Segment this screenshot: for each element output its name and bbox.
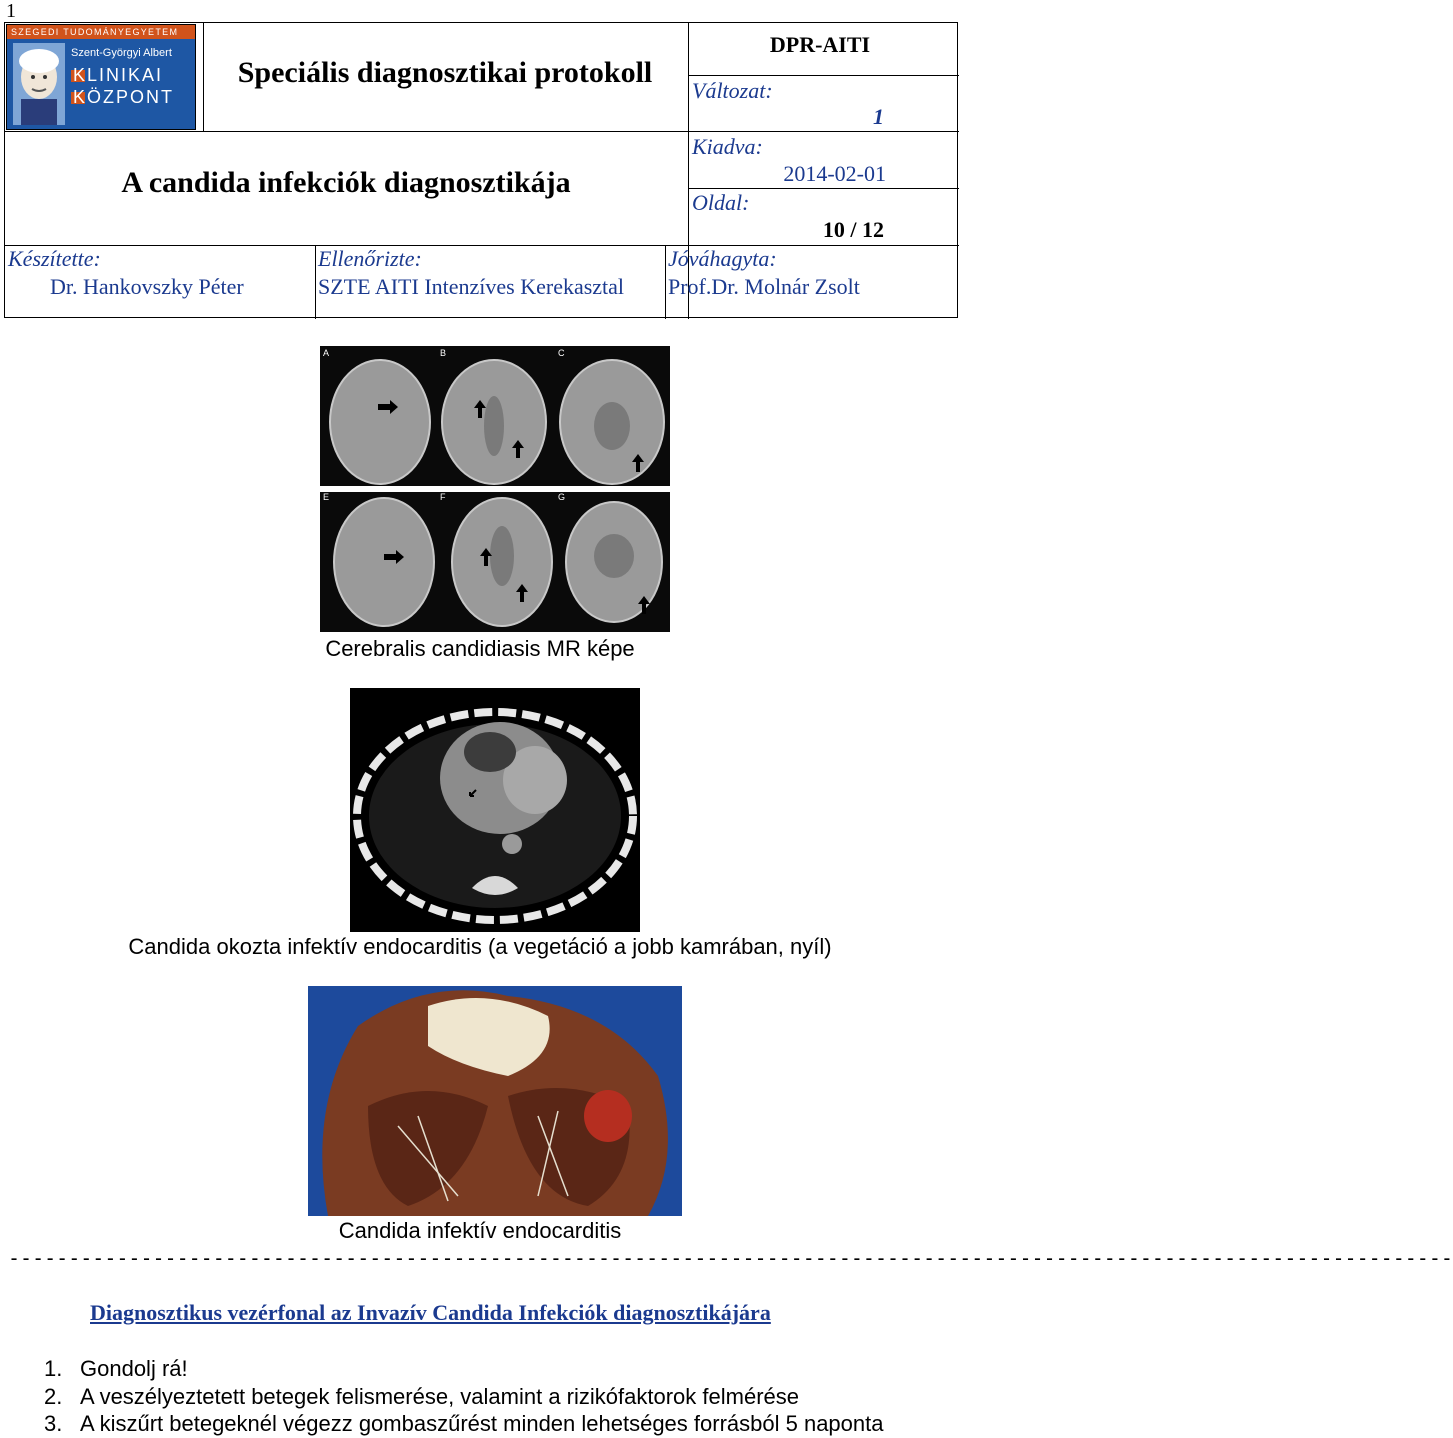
mri-panel-label: G bbox=[558, 492, 566, 502]
pathology-figure bbox=[308, 986, 682, 1216]
list-item bbox=[44, 1356, 188, 1382]
logo-university-name: SZEGEDI TUDOMÁNYEGYETEM bbox=[7, 25, 195, 39]
logo-sub-text: Szent-Györgyi Albert bbox=[71, 47, 172, 59]
separator-line: ------------------------------------------------------------------------------------------------------------------------ bbox=[8, 1246, 1453, 1270]
page-value: 10 / 12 bbox=[822, 217, 884, 242]
list-item-text: A kiszűrt betegeknél végezz gombaszűrést minden lehetséges forrásból 5 naponta bbox=[80, 1411, 884, 1436]
list-item bbox=[44, 1384, 799, 1410]
university-logo bbox=[6, 24, 196, 130]
prepared-label: Készítette: bbox=[8, 246, 101, 271]
pathology-caption: Candida infektív endocarditis bbox=[338, 1218, 622, 1243]
mri-panel-label: A bbox=[323, 348, 330, 358]
list-item-text: A veszélyeztetett betegek felismerése, valamint a rizikófaktorok felmérése bbox=[80, 1384, 799, 1409]
mri-panel-label: E bbox=[323, 492, 330, 502]
mri-panel-label: F bbox=[440, 492, 446, 502]
approved-label: Jóváhagyta: bbox=[668, 246, 777, 271]
checked-label: Ellenőrizte: bbox=[318, 246, 422, 271]
logo-line1: KLINIKAI bbox=[73, 65, 164, 85]
version-label: Változat: bbox=[692, 78, 773, 103]
protocol-title: Speciális diagnosztikai protokoll bbox=[237, 56, 653, 89]
portrait-icon bbox=[13, 43, 65, 125]
logo-line2: KÖZPONT bbox=[73, 87, 175, 107]
list-item-number: 3. bbox=[44, 1411, 63, 1436]
issued-label: Kiadva: bbox=[692, 134, 763, 159]
prepared-value: Dr. Hankovszky Péter bbox=[50, 274, 244, 299]
page-label: Oldal: bbox=[692, 190, 750, 215]
document-code: DPR-AITI bbox=[769, 32, 871, 57]
list-item-number: 2. bbox=[44, 1384, 63, 1409]
list-item-text: Gondolj rá! bbox=[80, 1356, 188, 1381]
list-item-number: 1. bbox=[44, 1356, 63, 1381]
list-item bbox=[44, 1411, 883, 1437]
mri-panel-label: C bbox=[558, 348, 565, 358]
ct-caption: Candida okozta infektív endocarditis (a vegetáció a jobb kamrában, nyíl) bbox=[128, 934, 832, 959]
guide-title: Diagnosztikus vezérfonal az Invazív Candida Infekciók diagnosztikájára bbox=[90, 1300, 771, 1325]
protocol-subtitle: A candida infekciók diagnosztikája bbox=[121, 166, 571, 199]
page-number: 1 bbox=[6, 0, 16, 22]
mri-figure bbox=[320, 346, 670, 632]
checked-value: SZTE AITI Intenzíves Kerekasztal bbox=[318, 274, 625, 299]
mri-panel-label: B bbox=[440, 348, 447, 358]
version-value: 1 bbox=[873, 104, 884, 129]
issued-value: 2014-02-01 bbox=[783, 161, 886, 186]
ct-figure bbox=[350, 688, 640, 932]
mri-caption: Cerebralis candidiasis MR képe bbox=[325, 636, 635, 661]
approved-value: Prof.Dr. Molnár Zsolt bbox=[668, 274, 860, 299]
